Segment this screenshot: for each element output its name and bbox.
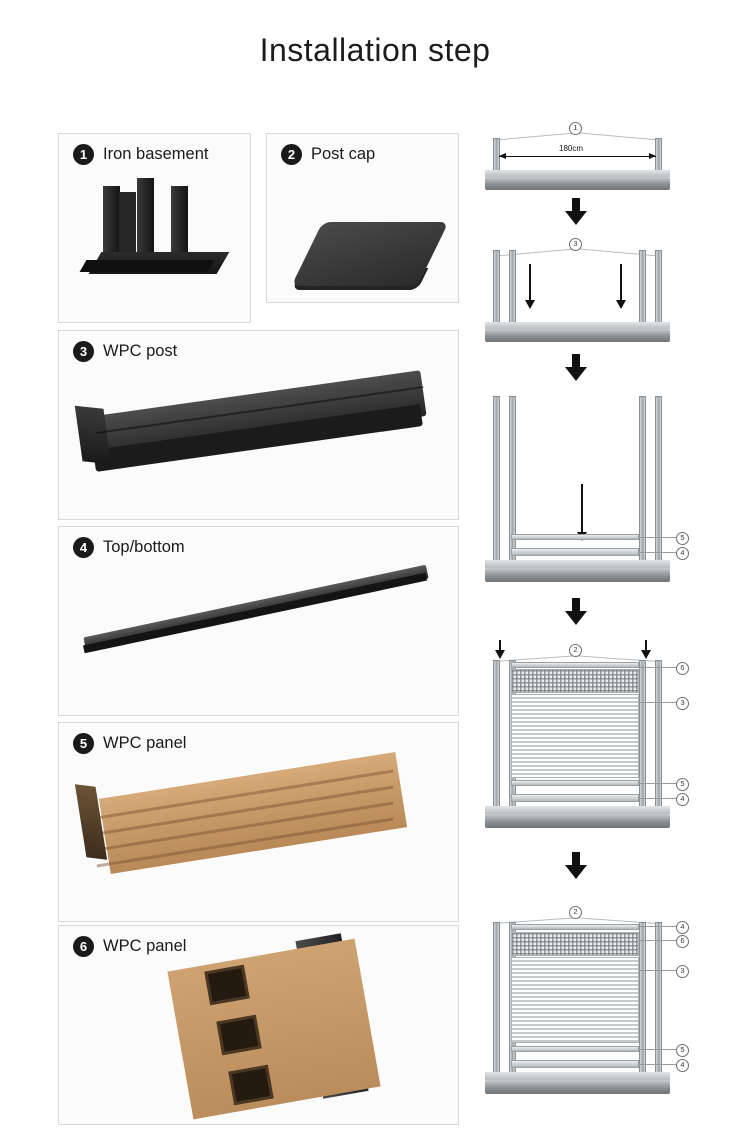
part-label: Post cap <box>311 145 376 163</box>
part-card-header <box>73 936 186 957</box>
perforated-panel <box>511 932 639 956</box>
part-badge: 6 <box>73 936 94 957</box>
part-label: Top/bottom <box>103 538 185 556</box>
callout-4: 4 <box>676 793 689 806</box>
callout-6: 6 <box>676 935 689 948</box>
part-badge: 1 <box>73 144 94 165</box>
part-card-header <box>73 733 186 754</box>
top-rail <box>511 924 639 930</box>
callout-5: 5 <box>676 532 689 545</box>
callout-1: 1 <box>569 122 582 135</box>
callout-4: 4 <box>676 547 689 560</box>
flow-arrow-4 <box>560 852 592 880</box>
callout-6: 6 <box>676 662 689 675</box>
flow-arrow-2 <box>560 354 592 382</box>
callout-4-top: 4 <box>676 921 689 934</box>
bottom-rail-upper <box>511 534 639 540</box>
dimension-label: 180cm <box>559 144 584 153</box>
insert-arrow-right <box>620 264 622 302</box>
callout-2: 2 <box>569 644 582 657</box>
callout-3: 3 <box>676 965 689 978</box>
callout-4-bottom: 4 <box>676 1059 689 1072</box>
part-card-wpc-post <box>58 330 459 520</box>
part-card-wpc-panel-b <box>58 925 459 1125</box>
step-5-diagram <box>485 898 690 1108</box>
bottom-rail-upper <box>511 780 639 786</box>
top-rail <box>511 662 639 668</box>
step-3-diagram <box>485 392 690 597</box>
slat-panel <box>511 957 639 1043</box>
part-badge: 5 <box>73 733 94 754</box>
callout-5: 5 <box>676 1044 689 1057</box>
part-card-iron-basement <box>58 133 251 323</box>
page-title: Installation step <box>259 32 491 68</box>
bottom-rail-upper <box>511 1046 639 1052</box>
step-4-diagram <box>485 636 690 846</box>
part-card-top-bottom <box>58 526 459 716</box>
callout-3: 3 <box>676 697 689 710</box>
part-badge: 4 <box>73 537 94 558</box>
insert-arrow-left <box>529 264 531 302</box>
part-label: WPC panel <box>103 734 187 752</box>
part-card-header <box>73 341 177 362</box>
callout-2: 2 <box>569 906 582 919</box>
bottom-rail-lower <box>511 1060 639 1068</box>
step-1-diagram <box>485 120 670 190</box>
perforated-panel <box>511 669 639 693</box>
flow-arrow-1 <box>560 198 592 226</box>
part-badge: 2 <box>281 144 302 165</box>
part-card-wpc-panel-a <box>58 722 459 922</box>
callout-3: 3 <box>569 238 582 251</box>
part-card-post-cap <box>266 133 459 303</box>
part-label: Iron basement <box>103 145 209 163</box>
bottom-rail-lower <box>511 794 639 802</box>
part-badge: 3 <box>73 341 94 362</box>
part-card-header <box>73 537 185 558</box>
bottom-rail-lower <box>511 548 639 556</box>
part-card-header <box>281 144 375 165</box>
step-2-diagram <box>485 236 670 346</box>
insert-arrow-center <box>581 484 583 534</box>
callout-5: 5 <box>676 778 689 791</box>
part-label: WPC panel <box>103 937 187 955</box>
slat-panel <box>511 694 639 778</box>
part-card-header <box>73 144 208 165</box>
part-label: WPC post <box>103 342 178 360</box>
flow-arrow-3 <box>560 598 592 626</box>
